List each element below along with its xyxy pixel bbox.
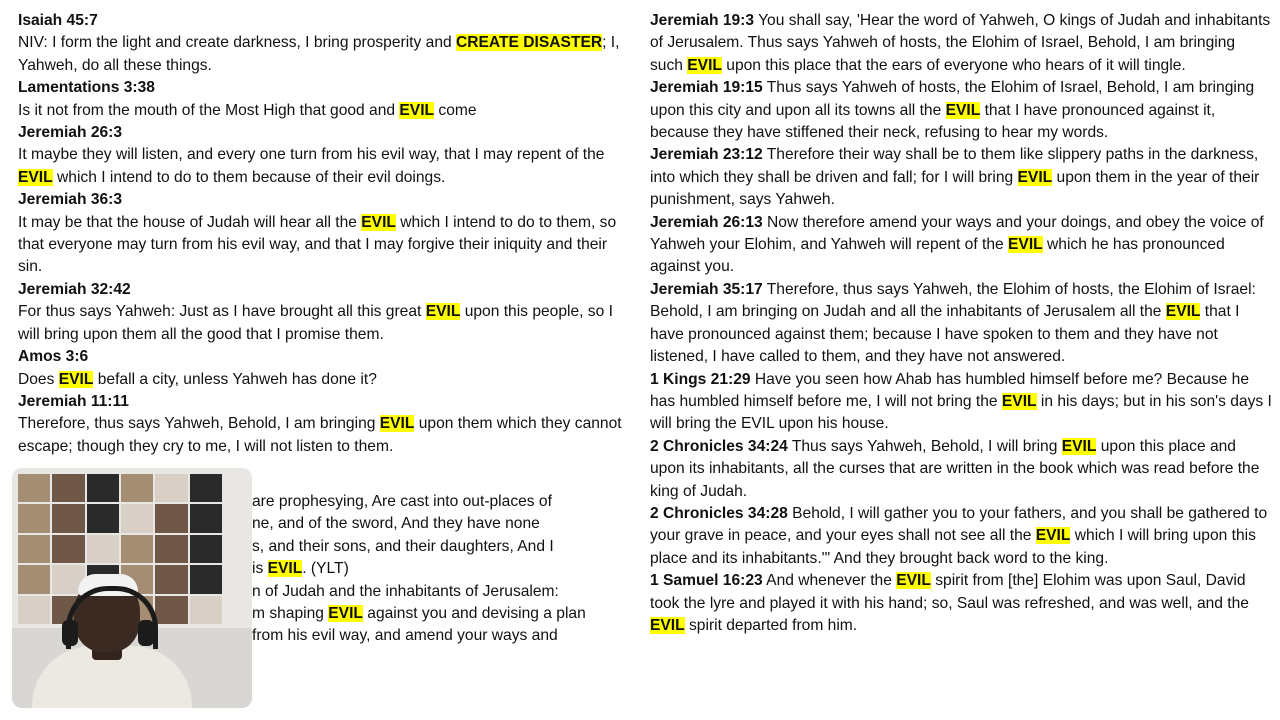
verse-segment: Have you seen how Ahab has humbled himself before me? Because he has humbled himself before me, I will not bring the [650,370,1249,410]
verse-segment: which I will bring upon this place and its inhabitants.'" And they brought back word to the king. [650,527,1256,567]
verse-text [18,100,623,122]
verse-reference: Jeremiah 23:12 [650,146,763,164]
verse-segment: Therefore their way shall be to them like slippery paths in the darkness, into which they shall be driven and fall; for I will bring [650,146,1259,186]
verse-reference: Lamentations 3:38 [18,79,155,97]
verse-segment: upon them which they cannot escape; though they cry to me, I will not listen to them. [18,415,622,455]
verse-segment: . (YLT) [302,560,349,578]
highlighted-keyword: EVIL [328,605,363,623]
verse-text [650,10,1272,77]
verse-reference: Jeremiah 19:3 [650,12,755,29]
highlighted-keyword: EVIL [1165,303,1201,321]
verse-segment: come [434,101,477,119]
verse-text [18,369,623,391]
verse-reference: 2 Chronicles 34:24 [650,437,788,455]
verse-segment: is [252,560,268,578]
verse-reference: Amos 3:6 [18,348,89,366]
highlighted-keyword: EVIL [1017,168,1053,186]
verse-segment: upon this people, so I will bring upon them all the good that I promise them. [18,303,613,343]
verse-text [252,581,632,603]
verse-text [650,144,1272,211]
left-scripture-column [18,10,623,458]
verse-segment: ; I, Yahweh, do all these things. [18,34,620,74]
verse-text [252,491,632,513]
verse-segment: For thus says Yahweh: Just as I have brought all this great [18,303,426,321]
verse-segment: upon them in the year of their punishment, says Yahweh. [650,168,1260,209]
highlighted-keyword: EVIL [1008,236,1043,254]
verse-text [18,144,623,189]
verse-text [650,570,1272,637]
highlighted-keyword: EVIL [18,168,53,186]
verse-segment: that I have pronounced against it, because they have stiffened their neck, refusing to hear my words. [650,101,1216,142]
verse-segment: befall a city, unless Yahweh has done it? [93,370,377,388]
verse-segment: spirit from [the] Elohim was upon Saul, David took the lyre and played it with his hand; so, Saul was refreshed, and was well, and the [650,572,1249,612]
verse-text [252,558,632,580]
verse-segment: It may be that the house of Judah will hear all the [18,213,362,231]
verse-segment: Thus says Yahweh of hosts, the Elohim of Israel, Behold, I am bringing upon this city and upon all its towns all the [650,79,1255,119]
verse-segment: spirit departed from him. [684,616,858,634]
highlighted-keyword: CREATE DISASTER [456,34,603,52]
verse-reference: 1 Samuel 16:23 [650,572,763,590]
verse-segment: which I intend to do to them because of their evil doings. [52,168,446,186]
verse-segment: And whenever the [762,572,897,590]
highlighted-keyword: EVIL [267,560,303,578]
highlighted-keyword: EVIL [425,303,461,321]
webcam-overlay [12,468,252,708]
highlighted-keyword: EVIL [399,101,435,119]
verse-segment: in his days; but in his son's days I will bring the EVIL upon his house. [650,392,1272,433]
verse-text [18,301,623,346]
verse-text [252,536,632,558]
verse-segment: upon this place that the ears of everyone who hears of it will tingle. [721,56,1186,74]
verse-segment: Does [18,370,59,388]
verse-text [650,503,1272,570]
verse-reference: 2 Chronicles 34:28 [650,504,788,522]
verse-segment: It maybe they will listen, and every one turn from his evil way, that I may repent of the [18,146,605,164]
verse-segment: Therefore, thus says Yahweh, Behold, I am bringing [18,415,380,433]
verse-segment: NIV: I form the light and create darkness, I bring prosperity and [18,34,456,52]
verse-reference: Jeremiah 36:3 [18,191,123,209]
highlighted-keyword: EVIL [896,572,931,590]
highlighted-keyword: EVIL [361,213,396,231]
verse-reference: Jeremiah 32:42 [18,280,131,298]
verse-text [18,32,623,77]
highlighted-keyword: EVIL [58,370,94,388]
verse-segment: Thus says Yahweh, Behold, I will bring [787,437,1062,455]
verse-text [650,369,1272,436]
verse-text [252,513,632,535]
highlighted-keyword: EVIL [945,101,981,119]
verse-reference: Jeremiah 26:3 [18,124,123,142]
verse-reference: Isaiah 45:7 [18,12,98,29]
verse-segment: that I have pronounced against them; because I have spoken to them and they have not listened, I have called to them, and they have not answered. [650,303,1240,366]
verse-text [252,603,632,625]
verse-text [650,212,1272,279]
verse-segment: s, and their sons, and their daughters, And I [252,537,554,555]
verse-segment: which I intend to do to them, so that everyone may turn from his evil way, and that I may forgive their iniquity and their sin. [18,213,617,276]
verse-text [252,625,632,647]
verse-reference: Jeremiah 19:15 [650,79,763,97]
verse-text [18,212,623,279]
highlighted-keyword: EVIL [379,415,415,433]
verse-reference: Jeremiah 11:11 [18,392,129,410]
highlighted-keyword: EVIL [1001,392,1037,410]
right-scripture-column [650,10,1272,637]
verse-segment: are prophesying, Are cast into out-places of [252,493,552,510]
verse-reference: Jeremiah 26:13 [650,213,763,231]
highlighted-keyword: EVIL [1035,527,1071,545]
left-partial-lines [252,491,632,648]
highlighted-keyword: EVIL [687,56,722,74]
highlighted-keyword: EVIL [650,616,685,634]
verse-segment: Is it not from the mouth of the Most High that good and [18,101,400,119]
verse-text [650,279,1272,369]
verse-text [650,77,1272,144]
verse-text [18,413,623,458]
verse-reference: 1 Kings 21:29 [650,370,751,388]
highlighted-keyword: EVIL [1061,437,1097,455]
verse-segment: ne, and of the sword, And they have none [252,515,540,533]
verse-segment: upon this place and upon its inhabitants, all the curses that are written in the book which was read before the king of Judah. [650,437,1260,500]
verse-segment: which he has pronounced against you. [650,236,1225,276]
verse-segment: m shaping [252,605,329,623]
verse-segment: against you and devising a plan [362,605,586,623]
verse-reference: Jeremiah 35:17 [650,280,763,298]
verse-segment: Behold, I will gather you to your fathers, and you shall be gathered to your grave in peace, and your eyes shall not see all the [650,504,1268,545]
verse-segment: You shall say, 'Hear the word of Yahweh, O kings of Judah and inhabitants of Jerusalem. Thus says Yahweh of hosts, the Elohim of Israel, Behold, I am bringing such [650,12,1271,74]
verse-segment: Therefore, thus says Yahweh, the Elohim of hosts, the Elohim of Israel: Behold, I am bringing on Judah and all the inhabitants of Jerusalem all the [650,280,1256,321]
verse-segment: Now therefore amend your ways and your doings, and obey the voice of Yahweh your Elohim, and Yahweh will repent of the [650,213,1264,254]
verse-segment: n of Judah and the inhabitants of Jerusalem: [252,582,559,600]
verse-segment: from his evil way, and amend your ways and [252,627,558,645]
verse-text [650,436,1272,503]
